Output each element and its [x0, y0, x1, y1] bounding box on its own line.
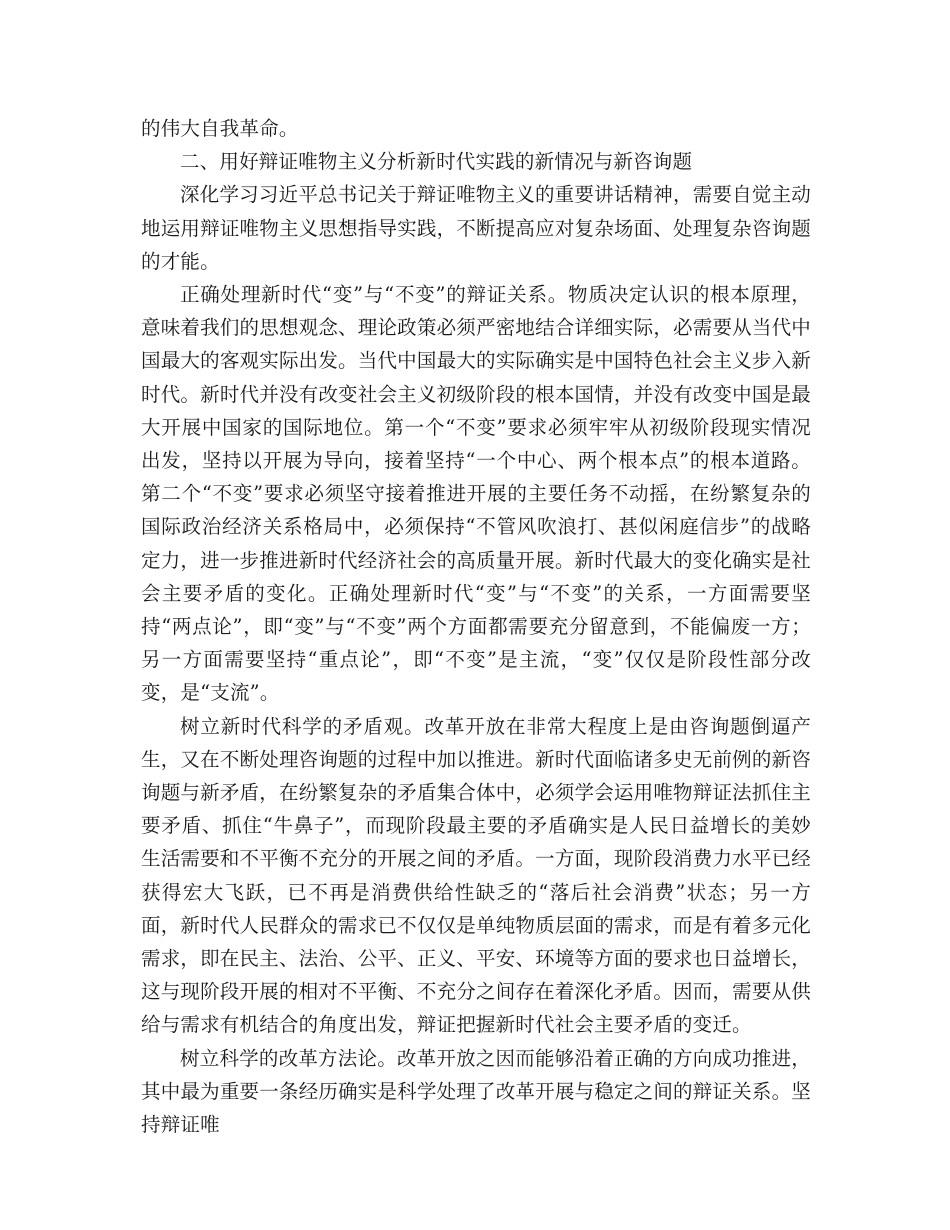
paragraph: 树立新时代科学的矛盾观。改革开放在非常大程度上是由咨询题倒逼产生，又在不断处理咨询题的过程中加以推进。新时代面临诸多史无前例的新咨询题与新矛盾，在纷繁复杂的矛盾集合体中，必须学会运用唯物辩证法抓住主要矛盾、抓住“牛鼻子”，而现阶段最主要的矛盾确实是人民日益增长的美妙生活需要和不平衡不充分的开展之间的矛盾。一方面，现阶段消费力水平已经获得宏大飞跃，已不再是消费供给性缺乏的“落后社会消费”状态；另一方面，新时代人民群众的需求已不仅仅是单纯物质层面的需求，而是有着多元化需求，即在民主、法治、公平、正义、平安、环境等方面的要求也日益增长，这与现阶段开展的相对不平衡、不充分之间存在着深化矛盾。因而，需要从供给与需求有机结合的角度出发，辩证把握新时代社会主要矛盾的变迁。 [141, 714, 811, 1037]
paragraph-continuation: 的伟大自我革命。 [141, 117, 299, 140]
body-text [141, 112, 811, 1141]
paragraph: 树立科学的改革方法论。改革开放之因而能够沿着正确的方向成功推进，其中最为重要一条经历确实是科学处理了改革开展与稳定之间的辩证关系。坚持辩证唯 [141, 1046, 811, 1137]
paragraph: 正确处理新时代“变”与“不变”的辩证关系。物质决定认识的根本原理，意味着我们的思想观念、理论政策必须严密地结合详细实际，必需要从当代中国最大的客观实际出发。当代中国最大的实际确实是中国特色社会主义步入新时代。新时代并没有改变社会主义初级阶段的根本国情，并没有改变中国是最大开展中国家的国际地位。第一个“不变”要求必须牢牢从初级阶段现实情况出发，坚持以开展为导向，接着坚持“一个中心、两个根本点”的根本道路。第二个“不变”要求必须坚守接着推进开展的主要任务不动摇，在纷繁复杂的国际政治经济关系格局中，必须保持“不管风吹浪打、甚似闲庭信步”的战略定力，进一步推进新时代经济社会的高质量开展。新时代最大的变化确实是社会主要矛盾的变化。正确处理新时代“变”与“不变”的关系，一方面需要坚持“两点论”，即“变”与“不变”两个方面都需要充分留意到，不能偏废一方；另一方面需要坚持“重点论”，即“不变”是主流，“变”仅仅是阶段性部分改变，是“支流”。 [141, 283, 811, 705]
section-heading: 二、用好辩证唯物主义分析新时代实践的新情况与新咨询题 [180, 150, 693, 174]
paragraph: 深化学习习近平总书记关于辩证唯物主义的重要讲话精神，需要自觉主动地运用辩证唯物主义思想指导实践，不断提高应对复杂场面、处理复杂咨询题的才能。 [141, 183, 811, 273]
